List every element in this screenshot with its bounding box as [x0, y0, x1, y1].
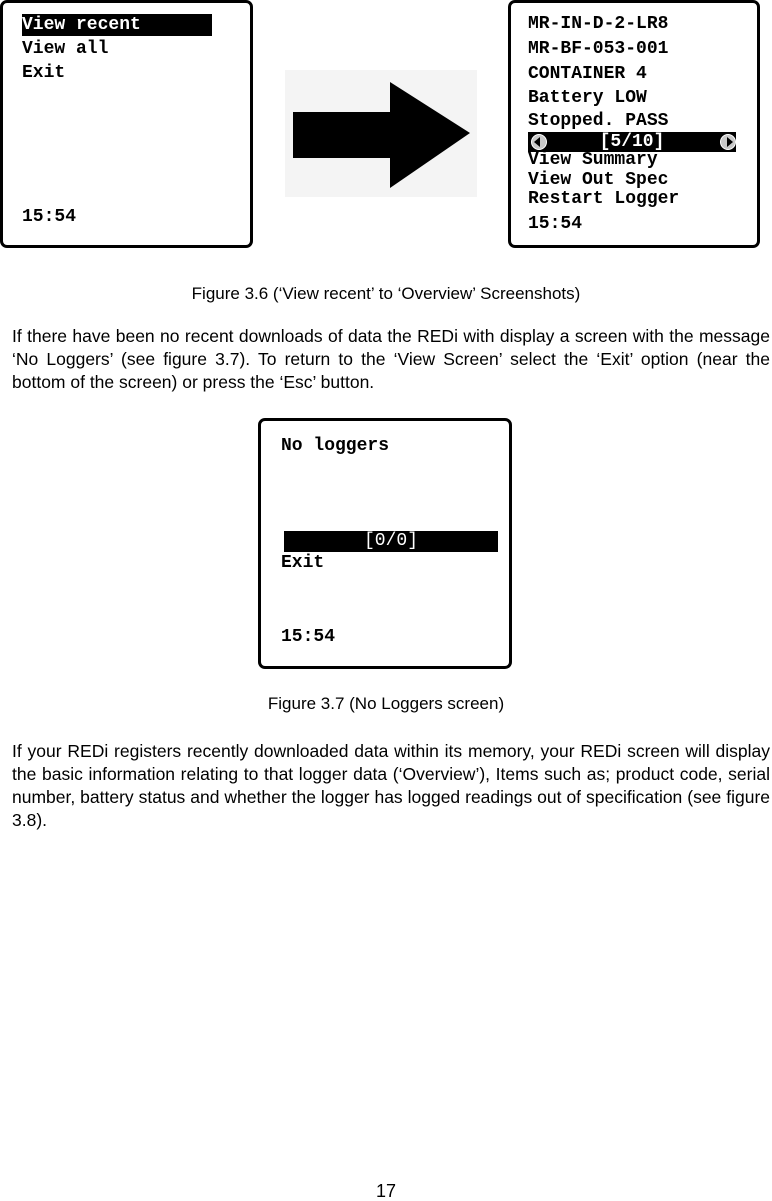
menu-item-exit[interactable]: Exit [281, 553, 325, 573]
menu-item-view-out-spec[interactable]: View Out Spec [528, 170, 669, 190]
product-code-line: MR-IN-D-2-LR8 [528, 14, 669, 34]
menu-item-exit[interactable]: Exit [22, 63, 66, 83]
paragraph: If your REDi registers recently downloaded data within its memory, your REDi screen will display the basic information relating to that logger data (‘Overview’), Items such as; product code, serial number, battery status and whether the logger has logged readings out of specification (see figure 3.8). [12, 741, 770, 830]
menu-item-restart-logger[interactable]: Restart Logger [528, 189, 680, 209]
page-number: 17 [375, 1181, 397, 1201]
figure-caption: Figure 3.6 (‘View recent’ to ‘Overview’ Screenshots) [191, 284, 581, 303]
screen-title: No loggers [281, 436, 390, 456]
clock-time: 15:54 [281, 627, 336, 647]
nav-position-label: [0/0] [363, 531, 418, 551]
paragraph: If there have been no recent downloads of data the REDi with display a screen with the message ‘No Loggers’ (see figure 3.7). To return to the ‘View Screen’ select the ‘Exit’ option (near the bottom of the screen) or press the ‘Esc’ button. [12, 326, 770, 392]
battery-status-line: Battery LOW [528, 88, 647, 108]
clock-time: 15:54 [22, 207, 77, 227]
menu-item-view-recent[interactable]: View recent [22, 14, 212, 36]
nav-position-label: [5/10] [599, 132, 665, 152]
menu-item-view-summary[interactable]: View Summary [528, 150, 658, 170]
clock-time: 15:54 [528, 214, 583, 234]
nav-next-icon[interactable] [720, 134, 736, 150]
right-arrow-icon [285, 70, 477, 197]
menu-item-view-all[interactable]: View all [22, 39, 109, 59]
container-line: CONTAINER 4 [528, 64, 647, 84]
logger-status-line: Stopped. PASS [528, 111, 669, 131]
figure-caption: Figure 3.7 (No Loggers screen) [267, 694, 505, 713]
serial-number-line: MR-BF-053-001 [528, 39, 669, 59]
